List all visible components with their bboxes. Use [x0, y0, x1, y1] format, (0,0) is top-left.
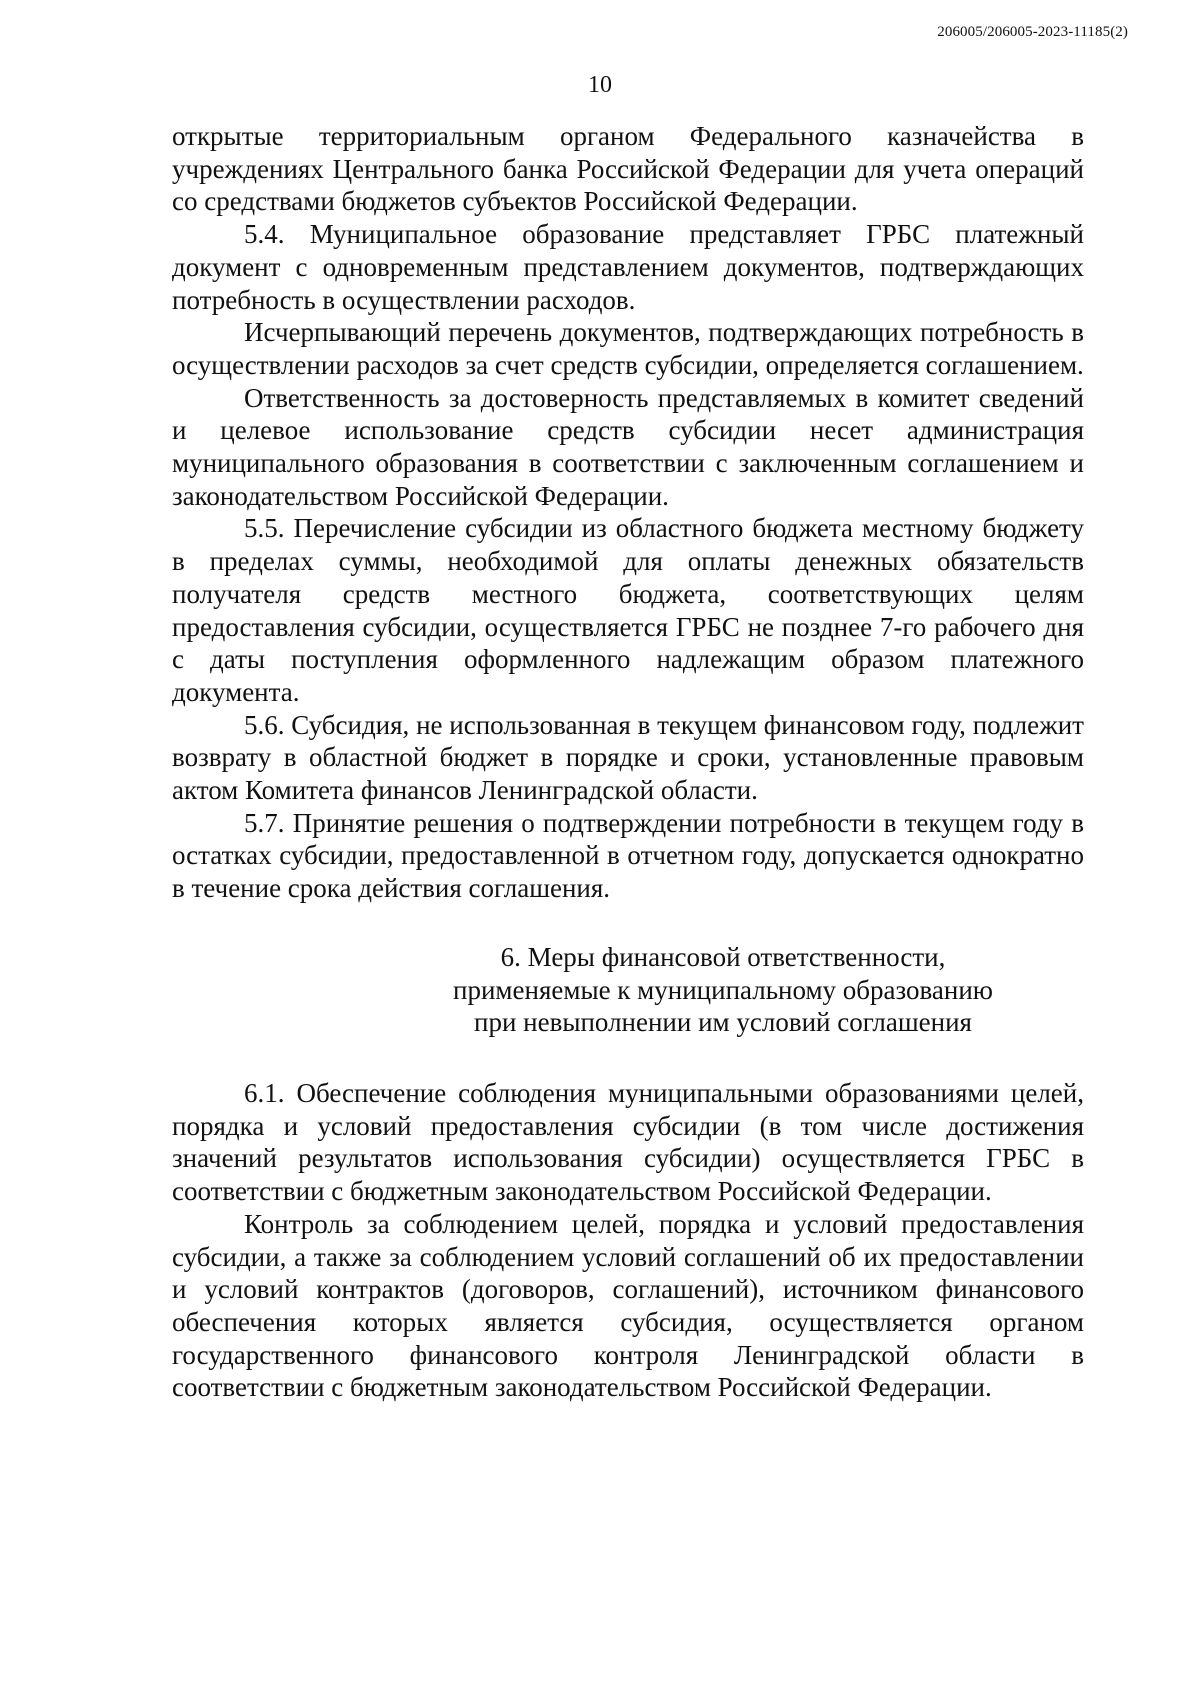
section-6-heading-line-3: при невыполнении им условий соглашения — [474, 1007, 972, 1038]
section-6-heading-line-1: 6. Меры финансовой ответственности, — [500, 941, 946, 972]
section-6-heading — [172, 941, 1084, 1039]
paragraph-5-4-documents-list: Исчерпывающий перечень документов, подтверждающих потребность в осуществлении расходов за счет средств субсидии, определяется соглашением. — [172, 317, 1084, 380]
paragraph-5-7: 5.7. Принятие решения о подтверждении потребности в текущем году в остатках субсидии, предоставленной в отчетном году, допускается однократно в течение срока действия соглашения. — [172, 807, 1084, 904]
paragraph-5-4: 5.4. Муниципальное образование представляет ГРБС платежный документ с одновременным представлением документов, подтверждающих потребность в осуществлении расходов. — [172, 219, 1084, 315]
document-id: 206005/206005-2023-11185(2) — [937, 24, 1128, 40]
document-body — [172, 120, 1084, 1404]
paragraph-continuation: открытые территориальным органом Федерального казначейства в учреждениях Центрального банка Российской Федерации для учета операций со средствами бюджетов субъектов Российской Федерации. — [172, 121, 1084, 217]
paragraph-5-4-responsibility: Ответственность за достоверность представляемых в комитет сведений и целевое использование средств субсидии несет администрация муниципального образования в соответствии с заключенным соглашением и законодательством Российской Федерации. — [172, 382, 1084, 511]
page-number: 10 — [588, 72, 612, 98]
paragraph-6-1: 6.1. Обеспечение соблюдения муниципальными образованиями целей, порядка и условий предоставления субсидии (в том числе достижения значений результатов использования субсидии) осуществляется ГРБС в соответствии с бюджетным законодательством Российской Федерации. — [172, 1077, 1084, 1207]
paragraph-5-6: 5.6. Субсидия, не использованная в текущем финансовом году, подлежит возврату в областной бюджет в порядке и сроки, установленные правовым актом Комитета финансов Ленинградской области. — [172, 709, 1084, 806]
paragraph-5-5: 5.5. Перечисление субсидии из областного бюджета местному бюджету в пределах суммы, необходимой для оплаты денежных обязательств получателя средств местного бюджета, соответствующих целям предоставления субсидии, осуществляется ГРБС не позднее 7-го рабочего дня с даты поступления оформленного надлежащим образом платежного документа. — [172, 513, 1084, 707]
paragraph-6-1-control: Контроль за соблюдением целей, порядка и условий предоставления субсидии, а также за соблюдением условий соглашений об их предоставлении и условий контрактов (договоров, соглашений), источником финансового обеспечения которых является субсидия, осуществляется органом государственного финансового контроля Ленинградской области в соответствии с бюджетным законодательством Российской Федерации. — [172, 1208, 1084, 1403]
section-6-heading-line-2: применяемые к муниципальному образованию — [453, 974, 993, 1005]
